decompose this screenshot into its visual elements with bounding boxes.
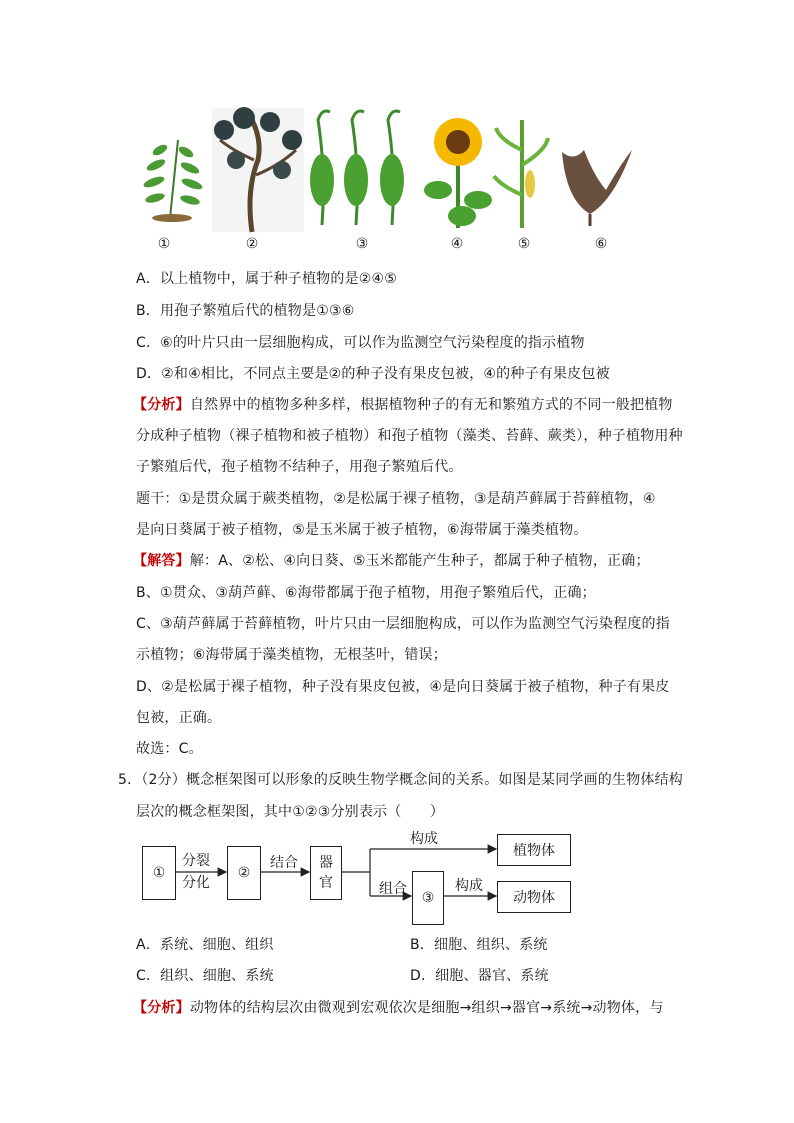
diagram-box-1: ① xyxy=(142,846,176,900)
analysis2-text-1: 动物体的结构层次由微观到宏观依次是细胞→组织→器官→系统→动物体，与 xyxy=(189,1000,664,1016)
fern-image xyxy=(142,140,203,222)
organ-char-2: 官 xyxy=(319,875,333,891)
diagram-box-2: ② xyxy=(227,846,261,900)
corn-image xyxy=(494,120,548,228)
answer-choice: 故选：C。 xyxy=(136,741,203,757)
diagram-label-fenhua: 分化 xyxy=(182,875,210,891)
plant-label-3: ③ xyxy=(355,236,369,252)
answer-line-d2: 包被，正确。 xyxy=(136,710,222,726)
diagram-label-zuhe: 组合 xyxy=(379,881,407,897)
plant-label-4: ④ xyxy=(450,236,464,252)
q4-option-b: B．用孢子繁殖后代的植物是①③⑥ xyxy=(136,303,355,319)
plant-figure xyxy=(0,0,794,240)
analysis2-line-1 xyxy=(133,998,664,1018)
q5-stem-1: 5．（2分）概念框架图可以形象的反映生物学概念间的关系。如图是某同学画的生物体结构 xyxy=(118,772,684,788)
answer-text-a: 解：A、②松、④向日葵、⑤玉米都能产生种子，都属于种子植物，正确； xyxy=(189,553,650,569)
answer-line-b: B、①贯众、③葫芦藓、⑥海带都属于孢子植物，用孢子繁殖后代，正确； xyxy=(136,585,596,601)
q5-option-c: C．组织、细胞、系统 xyxy=(136,968,274,984)
analysis-line-1 xyxy=(133,395,673,415)
q5-option-b: B．细胞、组织、系统 xyxy=(410,937,548,953)
plant-label-6: ⑥ xyxy=(594,236,608,252)
q5-option-d: D．细胞、器官、系统 xyxy=(410,968,549,984)
kelp-image xyxy=(562,150,632,226)
analysis-stem-1: 题干：①是贯众属于蕨类植物，②是松属于裸子植物，③是葫芦藓属于苔藓植物，④ xyxy=(136,491,656,507)
analysis-stem-2: 是向日葵属于被子植物，⑤是玉米属于被子植物，⑥海带属于藻类植物。 xyxy=(136,522,588,538)
q4-option-a: A．以上植物中，属于种子植物的是②④⑤ xyxy=(136,271,398,287)
organ-char-1: 器 xyxy=(319,855,333,871)
answer-line-c2: 示植物；⑥海带属于藻类植物，无根茎叶，错误； xyxy=(136,647,447,663)
plant-label-2: ② xyxy=(245,236,259,252)
answer-tag: 【解答】 xyxy=(133,553,190,569)
analysis2-tag: 【分析】 xyxy=(133,1000,190,1016)
analysis-text-1: 自然界中的植物多种多样，根据植物种子的有无和繁殖方式的不同一般把植物 xyxy=(189,397,673,413)
answer-line-a xyxy=(133,551,650,571)
answer-line-d1: D、②是松属于裸子植物，种子没有果皮包被，④是向日葵属于被子植物，种子有果皮 xyxy=(136,679,670,695)
analysis-tag: 【分析】 xyxy=(133,397,190,413)
diagram-label-goucheng-top: 构成 xyxy=(410,831,438,847)
diagram-box-plant: 植物体 xyxy=(497,834,571,866)
diagram-box-organ xyxy=(310,846,342,900)
sunflower-image xyxy=(424,118,492,228)
answer-line-c1: C、③葫芦藓属于苔藓植物，叶片只由一层细胞构成，可以作为监测空气污染程度的指 xyxy=(136,616,670,632)
q5-stem-2: 层次的概念框架图，其中①②③分别表示（ ） xyxy=(136,804,445,820)
analysis-line-3: 子繁殖后代，孢子植物不结种子，用孢子繁殖后代。 xyxy=(136,459,463,475)
q4-option-d: D．②和④相比，不同点主要是②的种子没有果皮包被，④的种子有果皮包被 xyxy=(136,366,610,382)
diagram-label-jiehe: 结合 xyxy=(270,855,298,871)
diagram-label-goucheng-bottom: 构成 xyxy=(455,878,483,894)
plant-label-5: ⑤ xyxy=(517,236,531,252)
q5-option-a: A．系统、细胞、组织 xyxy=(136,937,274,953)
pine-image xyxy=(212,107,304,232)
diagram-label-fenlie: 分裂 xyxy=(182,853,210,869)
diagram-box-animal: 动物体 xyxy=(497,881,571,913)
diagram-box-3: ③ xyxy=(412,871,444,925)
q4-option-c: C．⑥的叶片只由一层细胞构成，可以作为监测空气污染程度的指示植物 xyxy=(136,335,585,351)
plant-label-1: ① xyxy=(157,236,171,252)
analysis-line-2: 分成种子植物（裸子植物和被子植物）和孢子植物（藻类、苔藓、蕨类），种子植物用种 xyxy=(136,428,683,444)
moss-image xyxy=(310,111,404,225)
